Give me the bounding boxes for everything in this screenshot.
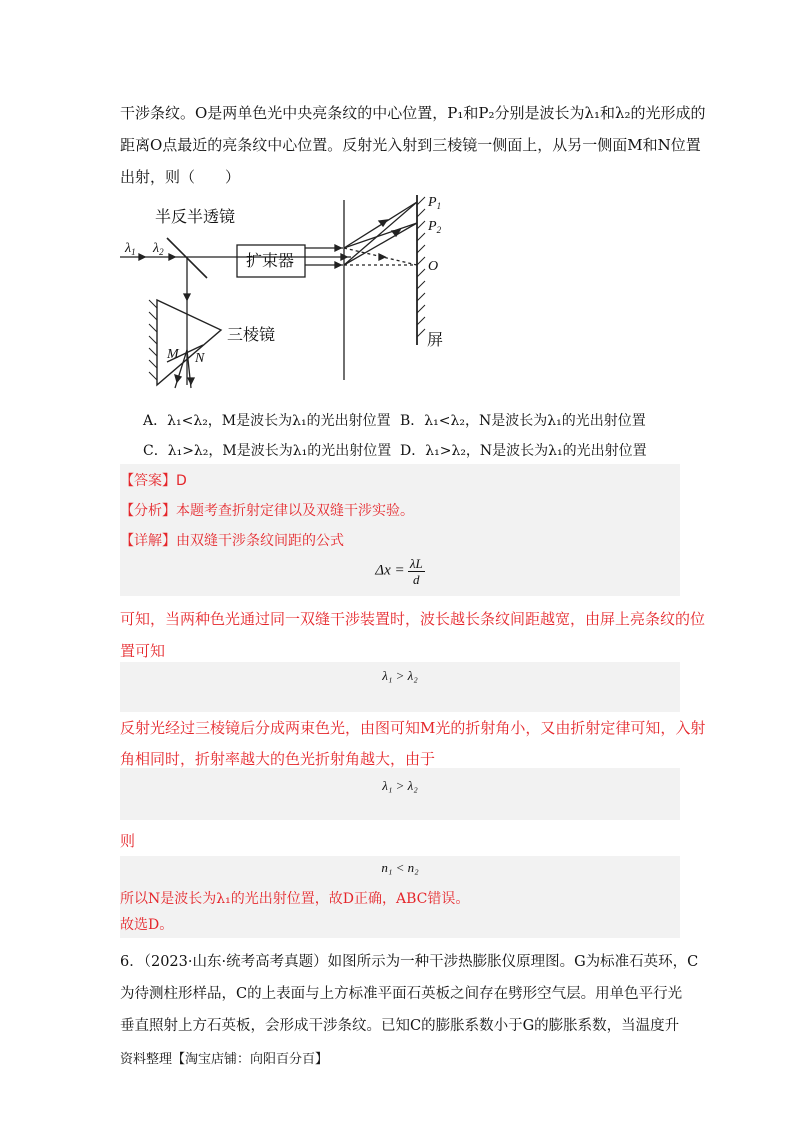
detail-label: 【详解】由双缝干涉条纹间距的公式: [120, 533, 344, 549]
svg-text:P1: $P_1$: [428, 195, 442, 211]
conclusion: 所以N是波长为λ₁的光出射位置，故D正确，ABC错误。: [120, 891, 470, 907]
beam-arrow: [139, 254, 145, 260]
option-d: D．λ₁>λ₂，N是波长为λ₁的光出射位置: [400, 443, 647, 459]
label-prism: 三棱镜: [227, 327, 276, 344]
svg-text:P2: $P_2$: [428, 219, 442, 235]
para1-line-2: 置可知: [120, 642, 166, 660]
label-P1: P: [428, 195, 437, 210]
next-question-line-3: 垂直照射上方石英板，会形成干涉条纹。已知C的膨胀系数小于G的膨胀系数，当温度升: [120, 1018, 680, 1034]
option-a: A．λ₁<λ₂，M是波长为λ₁的光出射位置: [143, 413, 391, 429]
question-intro-line-2: 距离O点最近的亮条纹中心位置。反射光入射到三棱镜一侧面上，从另一侧面M和N位置: [120, 136, 701, 154]
solution-block-3: [120, 768, 680, 820]
svg-text:λ1: $\lambda_1$: [125, 241, 136, 257]
spacing-formula: Δx = $\frac{\lambda L}{d}$: [375, 556, 423, 587]
label-P2: P: [428, 219, 437, 234]
optics-diagram: [115, 190, 475, 390]
option-c: C．λ₁>λ₂，M是波长为λ₁的光出射位置: [143, 443, 392, 459]
label-half-mirror: 半反半透镜: [155, 209, 236, 226]
para1-line-1: 可知，当两种色光通过同一双缝干涉装置时，波长越长条纹间距越宽，由屏上亮条纹的位: [120, 610, 706, 628]
then-label: 则: [120, 832, 136, 850]
svg-text:λ2: $\lambda_2$: [153, 241, 164, 257]
next-question-line-1: 6．（2023·山东·统考高考真题）如图所示为一种干涉热膨胀仪原理图。G为标准石英环，C: [120, 954, 699, 970]
label-lambda2: λ: [153, 241, 160, 256]
analysis-label: 【分析】本题考查折射定律以及双缝干涉实验。: [120, 503, 414, 519]
para2-line-2: 角相同时，折射率越大的色光折射角越大，由于: [120, 750, 436, 768]
para2-line-1: 反射光经过三棱镜后分成两束色光，由图可知M光的折射角小，又由折射定律可知，入射: [120, 719, 706, 737]
inequality-3: n₁ < n₂: [381, 860, 419, 875]
label-N: N: [195, 351, 205, 366]
footer-text: 资料整理【淘宝店铺：向阳百分百】: [120, 1052, 329, 1067]
label-expander: 扩束器: [246, 253, 295, 270]
label-M: M: [167, 347, 179, 362]
option-b: B．λ₁<λ₂，N是波长为λ₁的光出射位置: [400, 413, 646, 429]
choose-answer: 故选D。: [120, 917, 174, 933]
next-question-line-2: 为待测柱形样品，C的上表面与上方标准平面石英板之间存在劈形空气层。用单色平行光: [120, 986, 683, 1002]
label-screen: 屏: [427, 332, 444, 349]
label-O: O: [428, 259, 439, 274]
inequality-2: λ₁ > λ₂: [382, 778, 418, 793]
answer-label: 【答案】D: [120, 473, 187, 489]
label-lambda1: λ: [125, 241, 132, 256]
question-intro-line-1: 干涉条纹。O是两单色光中央亮条纹的中心位置，P₁和P₂分别是波长为λ₁和λ₂的光形成的: [120, 104, 706, 122]
inequality-1: λ₁ > λ₂: [382, 668, 418, 683]
question-intro-line-3: 出射，则（ ）: [120, 168, 241, 186]
